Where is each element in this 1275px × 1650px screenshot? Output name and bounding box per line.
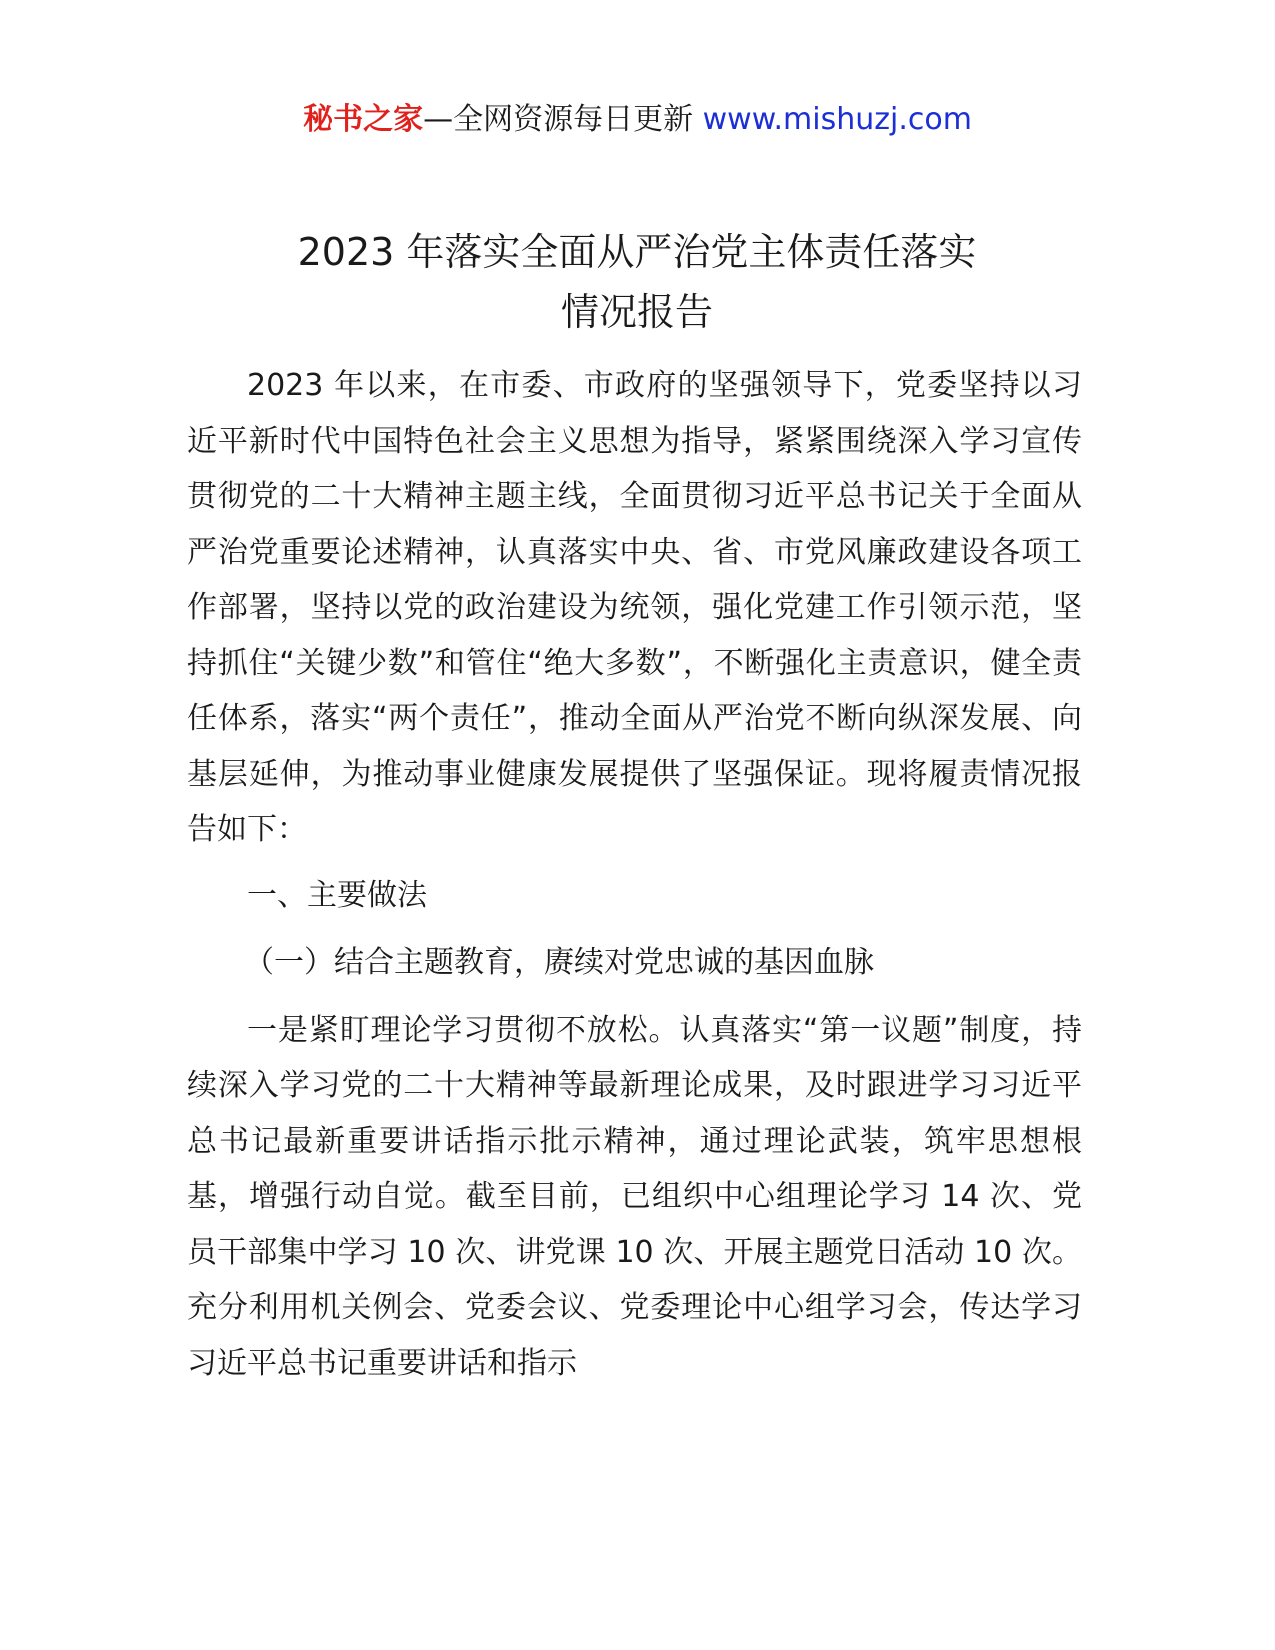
subsection-heading-1: （一）结合主题教育，赓续对党忠诚的基因血脉 (244, 945, 874, 980)
title-line-1: 2023 年落实全面从严治党主体责任落实 (297, 230, 977, 274)
document-title (187, 222, 1087, 342)
point-paragraph-1: 一是紧盯理论学习贯彻不放松。认真落实“第一议题”制度，持续深入学习党的二十大精神等最新理论成果，及时跟进学习习近平总书记最新重要讲话指示批示精神，通过理论武装，筑牢思想根基，增强行动自觉。截至目前，已组织中心组理论学习 14 次、党员干部集中学习 10 次、讲党课 10 次、开展主题党日活动 10 次。充分利用机关例会、党委会议、党委理论中心组学习会，传达学习习近平总书记重要讲话和指示 (187, 1012, 1082, 1381)
title-line-2: 情况报告 (560, 290, 713, 334)
site-url-link[interactable]: www.mishuzj.com (702, 102, 972, 137)
document-body (187, 358, 1082, 1391)
header-tagline: —全网资源每日更新 (423, 102, 703, 137)
site-header (0, 100, 1275, 140)
section-heading-1: 一、主要做法 (247, 877, 427, 913)
brand-name: 秘书之家 (303, 102, 424, 137)
intro-paragraph: 2023 年以来，在市委、市政府的坚强领导下，党委坚持以习近平新时代中国特色社会主义思想为指导，紧紧围绕深入学习宣传贯彻党的二十大精神主题主线，全面贯彻习近平总书记关于全面从严治党重要论述精神，认真落实中央、省、市党风廉政建设各项工作部署，坚持以党的政治建设为统领，强化党建工作引领示范，坚持抓住“关键少数”和管住“绝大多数”，不断强化主责意识，健全责任体系，落实“两个责任”，推动全面从严治党不断向纵深发展、向基层延伸，为推动事业健康发展提供了坚强保证。现将履责情况报告如下： (187, 368, 1082, 847)
